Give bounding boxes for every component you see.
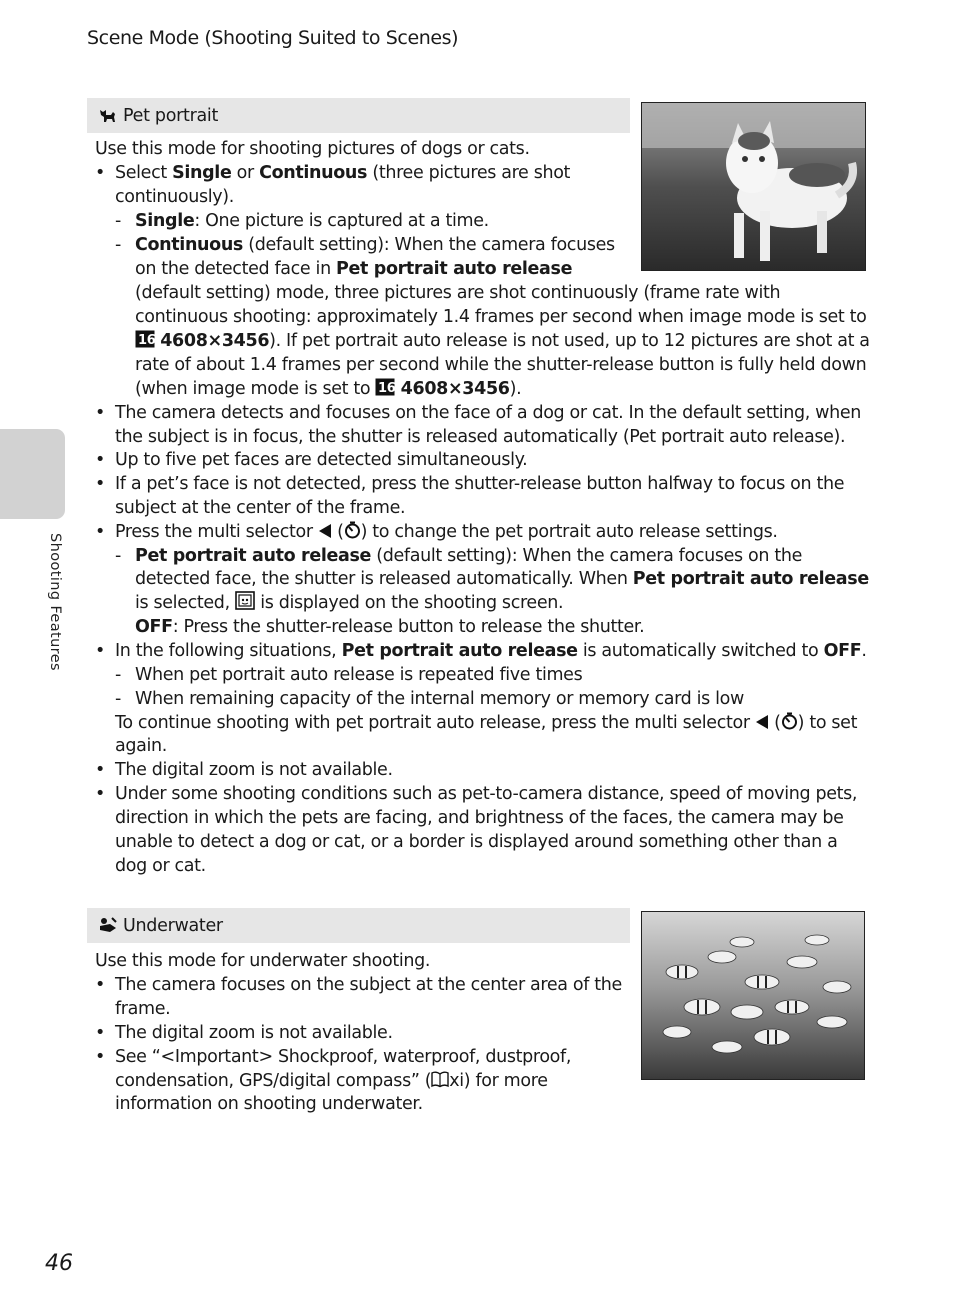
pet-portrait-heading-text: Pet portrait: [123, 105, 219, 126]
dash-marker: -: [115, 235, 122, 255]
list-item: [95, 448, 527, 472]
text: Continuous: [259, 163, 368, 183]
list-item: [135, 233, 615, 257]
text: Up to five pet faces are detected simultaneously.: [115, 450, 528, 470]
text-line: unable to detect a dog or cat, or a border is displayed around something other than a: [115, 832, 838, 852]
text: Press the multi selector: [115, 522, 318, 542]
list-item: When pet portrait auto release is repeated five times: [135, 665, 583, 685]
text: The camera focuses on the subject at the center area of the: [115, 975, 622, 995]
text-line: frame.: [115, 999, 171, 1019]
underwater-heading: [87, 908, 630, 943]
text: Pet portrait auto release: [135, 546, 372, 566]
text: (when image mode is set to: [135, 379, 376, 399]
text-line: [135, 377, 521, 403]
text: ) to set: [797, 713, 858, 733]
text-line: [115, 711, 857, 737]
pet-portrait-heading: [87, 98, 630, 133]
dash-marker: -: [115, 665, 122, 685]
left-arrow-icon: [318, 522, 332, 546]
dash-marker: -: [115, 211, 122, 231]
text-line: [135, 567, 869, 591]
list-item: [95, 639, 867, 663]
list-item: [135, 209, 489, 233]
text: In the following situations,: [115, 641, 342, 661]
text: 4608×3456: [160, 331, 270, 351]
underwater-intro: Use this mode for underwater shooting.: [95, 951, 431, 971]
dash-marker: -: [115, 546, 122, 566]
svg-text:16: 16: [378, 381, 396, 396]
side-section-label: Shooting Features: [47, 533, 63, 672]
text-line: (default setting) mode, three pictures are shot continuously (frame rate with: [135, 283, 781, 303]
text-line: rate of about 1.4 frames per second while the shutter-release button is fully held down: [135, 355, 867, 375]
text: Pet portrait auto release: [632, 569, 869, 589]
text-line: [135, 615, 644, 639]
text: : One picture is captured at a time.: [194, 211, 489, 231]
list-item: [95, 782, 857, 806]
text: (default setting): When the camera focuses on the: [371, 546, 803, 566]
text: Single: [172, 163, 232, 183]
text: Select: [115, 163, 173, 183]
text: The camera detects and focuses on the face of a dog or cat. In the default setting, when: [115, 403, 862, 423]
text: (default setting): When the camera focuses: [243, 235, 615, 255]
list-item: [95, 472, 844, 496]
pet-icon: [98, 106, 118, 126]
image-mode-icon: [135, 330, 155, 355]
section-tab-marker: [0, 429, 65, 519]
left-arrow-icon: [755, 713, 769, 737]
text-line: [135, 591, 563, 617]
pet-release-icon: [235, 591, 255, 617]
list-item: [95, 161, 570, 185]
underwater-photo: [641, 911, 865, 1080]
text: Single: [135, 211, 195, 231]
list-item: [95, 1021, 393, 1045]
text: (: [768, 713, 781, 733]
list-item: When remaining capacity of the internal memory or memory card is low: [135, 689, 744, 709]
text-line: dog or cat.: [115, 856, 206, 876]
underwater-icon: [98, 916, 118, 936]
text-line: [135, 257, 572, 281]
text: .: [861, 641, 867, 661]
page-number: 46: [45, 1251, 73, 1276]
text: xi) for more: [449, 1071, 548, 1091]
text: (three pictures are shot: [367, 163, 571, 183]
text-line: subject at the center of the frame.: [115, 498, 406, 518]
text: ). If pet portrait auto release is not used, up to 12 pictures are shot at a: [269, 331, 870, 351]
text: on the detected face in: [135, 259, 337, 279]
text: See “<Important> Shockproof, waterproof, dustproof,: [115, 1047, 572, 1067]
text: (: [331, 522, 344, 542]
text-line: again.: [115, 736, 167, 756]
list-item: [95, 973, 622, 997]
underwater-heading-text: Underwater: [123, 915, 223, 936]
text: Under some shooting conditions such as pet-to-camera distance, speed of moving pets,: [115, 784, 858, 804]
text: The digital zoom is not available.: [115, 1023, 393, 1043]
list-item: [95, 758, 393, 782]
text: is selected,: [135, 593, 235, 613]
text-line: the subject is in focus, the shutter is released automatically (Pet portrait auto release).: [115, 427, 846, 447]
text-line: [135, 329, 870, 355]
text-line: continuous shooting: approximately 1.4 frames per second when image mode is set to: [135, 307, 867, 327]
text: To continue shooting with pet portrait auto release, press the multi selector: [115, 713, 755, 733]
text: or: [231, 163, 260, 183]
text: : Press the shutter-release button to release the shutter.: [172, 617, 645, 637]
pet-intro: Use this mode for shooting pictures of dogs or cats.: [95, 139, 530, 159]
list-item: [95, 401, 861, 425]
svg-text:16: 16: [138, 333, 155, 348]
list-item: [95, 1045, 571, 1069]
text-line: direction in which the pets are facing, and brightness of the faces, the camera may be: [115, 808, 844, 828]
text: detected face, the shutter is released automatically. When: [135, 569, 633, 589]
list-item: [135, 544, 802, 568]
text: The digital zoom is not available.: [115, 760, 393, 780]
text: condensation, GPS/digital compass” (: [115, 1071, 432, 1091]
self-timer-icon: [781, 712, 798, 737]
dash-marker: -: [115, 689, 122, 709]
text-line: continuously).: [115, 187, 234, 207]
text: ).: [509, 379, 522, 399]
text: OFF: [823, 641, 862, 661]
text: is displayed on the shooting screen.: [255, 593, 564, 613]
text: 4608×3456: [400, 379, 510, 399]
self-timer-icon: [344, 521, 361, 546]
text: is automatically switched to: [577, 641, 824, 661]
text: ) to change the pet portrait auto release settings.: [360, 522, 778, 542]
text: Continuous: [135, 235, 244, 255]
image-mode-icon: [375, 378, 395, 403]
list-item: [95, 520, 778, 546]
page-header-title: Scene Mode (Shooting Suited to Scenes): [87, 27, 459, 49]
text: Pet portrait auto release: [341, 641, 578, 661]
text: If a pet’s face is not detected, press the shutter-release button halfway to focus on the: [115, 474, 845, 494]
book-reference-icon: [431, 1071, 449, 1095]
text-line: information on shooting underwater.: [115, 1094, 423, 1114]
text: OFF: [135, 617, 173, 637]
text: Pet portrait auto release: [336, 259, 573, 279]
cat-photo: [641, 102, 866, 271]
